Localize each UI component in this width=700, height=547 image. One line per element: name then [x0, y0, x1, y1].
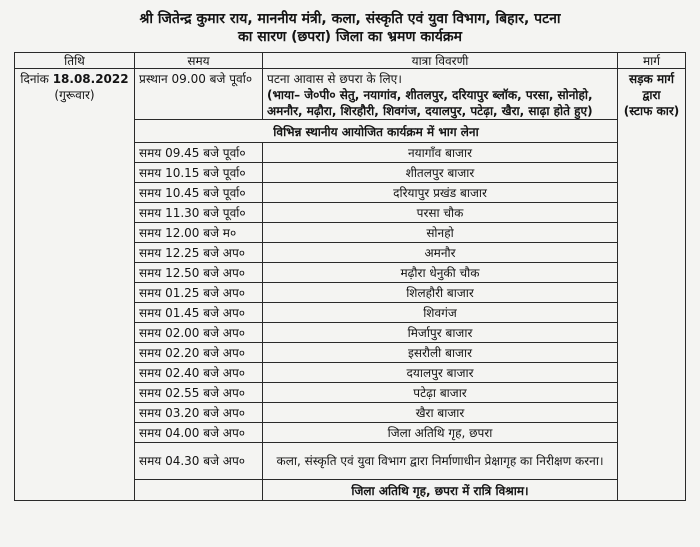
column-header-details: यात्रा विवरणी — [263, 53, 618, 69]
event-place: खैरा बाजार — [263, 403, 618, 423]
departure-time: प्रस्थान 09.00 बजे पूर्वा० — [135, 69, 263, 120]
schedule-table — [14, 52, 686, 501]
event-place: सोनहो — [263, 223, 618, 243]
event-place: इसरौली बाजार — [263, 343, 618, 363]
final-note-time-empty — [135, 480, 263, 501]
page-heading — [0, 10, 700, 46]
heading-line-2: का सारण (छपरा) जिला का भ्रमण कार्यक्रम — [238, 29, 462, 45]
event-time: समय 02.55 बजे अप० — [135, 383, 263, 403]
trip-day: (गुरूवार) — [54, 88, 95, 102]
event-time: समय 12.50 बजे अप० — [135, 263, 263, 283]
event-place: दयालपुर बाजार — [263, 363, 618, 383]
date-label: दिनांक — [20, 72, 49, 86]
event-place: शिलहौरी बाजार — [263, 283, 618, 303]
column-header-time: समय — [135, 53, 263, 69]
event-time: समय 04.30 बजे अप० — [135, 443, 263, 480]
route-cell — [618, 69, 686, 501]
event-time: समय 02.40 बजे अप० — [135, 363, 263, 383]
trip-via: (भाया– जे०पी० सेतु, नयागांव, शीतलपुर, दरियापुर ब्लॉक, परसा, सोनोहो, अमनौर, मढ़ौरा, शिरहौरी, शिवगंज, दयालपुर, पटेढ़ा, खैरा, साढ़ा होते हुए) — [267, 88, 593, 118]
section-heading: विभिन्न स्थानीय आयोजित कार्यक्रम में भाग लेना — [135, 120, 618, 143]
event-place: अमनौर — [263, 243, 618, 263]
heading-line-1: श्री जितेन्द्र कुमार राय, माननीय मंत्री, कला, संस्कृति एवं युवा विभाग, बिहार, पटना — [139, 11, 561, 27]
event-place: शिवगंज — [263, 303, 618, 323]
event-time: समय 01.25 बजे अप० — [135, 283, 263, 303]
event-time: समय 02.20 बजे अप० — [135, 343, 263, 363]
event-place: नयागाँव बाजार — [263, 143, 618, 163]
event-place: जिला अतिथि गृह, छपरा — [263, 423, 618, 443]
route-vehicle: (स्टाफ कार) — [623, 104, 680, 118]
event-place: पटेढ़ा बाजार — [263, 383, 618, 403]
trip-destination: पटना आवास से छपरा के लिए। — [267, 72, 402, 86]
event-place: कला, संस्कृति एवं युवा विभाग द्वारा निर्माणाधीन प्रेक्षागृह का निरीक्षण करना। — [263, 443, 618, 480]
event-time: समय 10.45 बजे पूर्वा० — [135, 183, 263, 203]
event-place: दरियापुर प्रखंड बाजार — [263, 183, 618, 203]
event-time: समय 12.25 बजे अप० — [135, 243, 263, 263]
column-header-date: तिथि — [15, 53, 135, 69]
final-note: जिला अतिथि गृह, छपरा में रात्रि विश्राम। — [263, 480, 618, 501]
header-row — [15, 53, 686, 69]
route-mode: सड़क मार्ग द्वारा — [629, 72, 674, 102]
event-place: परसा चौक — [263, 203, 618, 223]
event-time: समय 02.00 बजे अप० — [135, 323, 263, 343]
trip-description — [263, 69, 618, 120]
trip-date: 18.08.2022 — [52, 72, 129, 86]
date-cell — [15, 69, 135, 501]
column-header-route: मार्ग — [618, 53, 686, 69]
event-time: समय 11.30 बजे पूर्वा० — [135, 203, 263, 223]
event-time: समय 09.45 बजे पूर्वा० — [135, 143, 263, 163]
event-time: समय 10.15 बजे पूर्वा० — [135, 163, 263, 183]
event-time: समय 04.00 बजे अप० — [135, 423, 263, 443]
event-place: मिर्जापुर बाजार — [263, 323, 618, 343]
event-place: शीतलपुर बाजार — [263, 163, 618, 183]
trip-row — [15, 69, 686, 120]
event-place: मढ़ौरा धेनुकी चौक — [263, 263, 618, 283]
event-time: समय 03.20 बजे अप० — [135, 403, 263, 423]
event-time: समय 12.00 बजे म० — [135, 223, 263, 243]
event-time: समय 01.45 बजे अप० — [135, 303, 263, 323]
